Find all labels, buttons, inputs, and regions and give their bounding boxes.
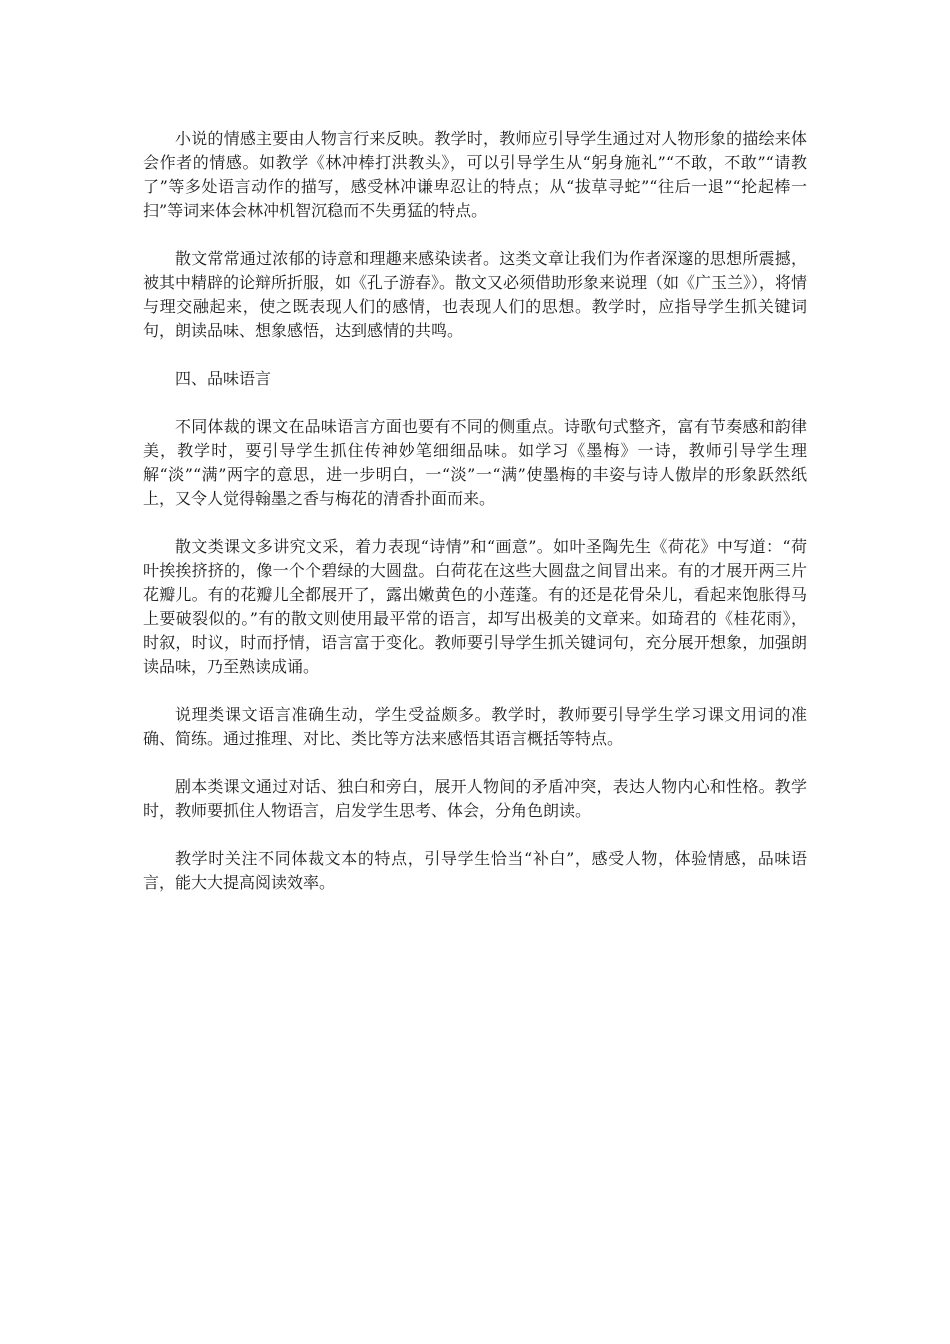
paragraph-prose-style: 散文类课文多讲究文采，着力表现“诗情”和“画意”。如叶圣陶先生《荷花》中写道：“荷叶挨挨挤挤的，像一个个碧绿的大圆盘。白荷花在这些大圆盘之间冒出来。有的才展开两三片花瓣儿。有的花瓣儿全都展开了，露出嫩黄色的小莲蓬。有的还是花骨朵儿，看起来饱胀得马上要破裂似的。”有的散文则使用最平常的语言，却写出极美的文章来。如琦君的《桂花雨》，时叙，时议，时而抒情，语言富于变化。教师要引导学生抓关键词句，充分展开想象，加强朗读品味，乃至熟读成诵。 <box>143 537 807 676</box>
paragraph-novel-emotion: 小说的情感主要由人物言行来反映。教学时，教师应引导学生通过对人物形象的描绘来体会作者的情感。如教学《林冲棒打洪教头》，可以引导学生从“躬身施礼”“不敢，不敢”“请教了”等多处语言动作的描写，感受林冲谦卑忍让的特点；从“拔草寻蛇”“往后一退”“抡起棒一扫”等词来体会林冲机智沉稳而不失勇猛的特点。 <box>143 129 807 220</box>
paragraph-prose-poetry: 散文常常通过浓郁的诗意和理趣来感染读者。这类文章让我们为作者深邃的思想所震撼，被其中精辟的论辩所折服，如《孔子游春》。散文又必须借助形象来说理（如《广玉兰》），将情与理交融起来，使之既表现人们的感情，也表现人们的思想。教学时，应指导学生抓关键词句，朗读品味、想象感悟，达到感情的共鸣。 <box>143 249 808 340</box>
paragraph-drama: 剧本类课文通过对话、独白和旁白，展开人物间的矛盾冲突，表达人物内心和性格。教学时，教师要抓住人物语言，启发学生思考、体会，分角色朗读。 <box>143 777 807 820</box>
paragraph-argumentative: 说理类课文语言准确生动，学生受益颇多。教学时，教师要引导学生学习课文用词的准确、简练。通过推理、对比、类比等方法来感悟其语言概括等特点。 <box>143 705 807 748</box>
paragraph-genre-language: 不同体裁的课文在品味语言方面也要有不同的侧重点。诗歌句式整齐，富有节奏感和韵律美，教学时，要引导学生抓住传神妙笔细细品味。如学习《墨梅》一诗，教师引导学生理解“淡”“满”两字的意思，进一步明白，一“淡”一“满”使墨梅的丰姿与诗人傲岸的形象跃然纸上，又令人觉得翰墨之香与梅花的清香扑面而来。 <box>143 417 807 508</box>
paragraph-conclusion: 教学时关注不同体裁文本的特点，引导学生恰当“补白”，感受人物，体验情感，品味语言，能大大提高阅读效率。 <box>143 849 807 892</box>
section-heading: 四、品味语言 <box>175 369 272 388</box>
document-body <box>143 127 807 919</box>
